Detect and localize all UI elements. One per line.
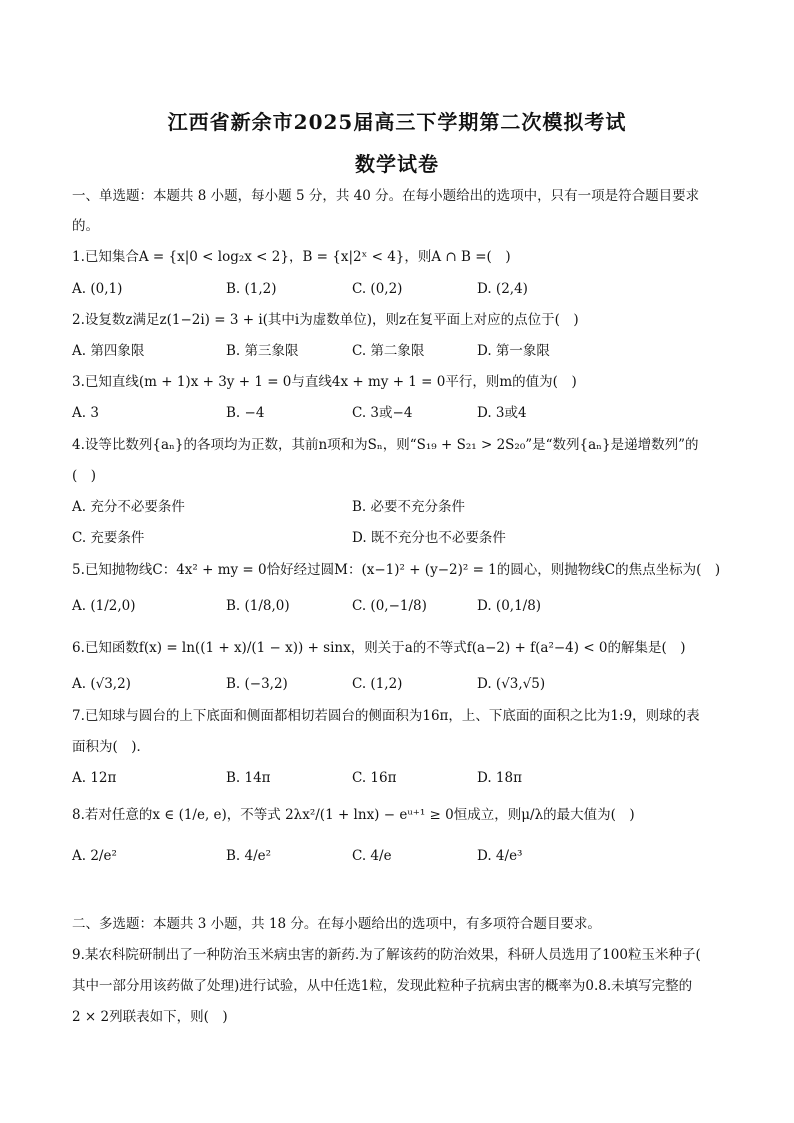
question-2-option-a: A. 第四象限 [72, 343, 145, 359]
exam-title: 江西省新余市2025届高三下学期第二次模拟考试 [167, 110, 627, 134]
question-5-option-b: B. (1/8,0) [226, 598, 290, 614]
question-7-stem-cont: 面积为( )． [72, 739, 151, 755]
question-4-option-a: A. 充分不必要条件 [72, 499, 185, 515]
question-5-option-d: D. (0,1/8) [477, 598, 542, 614]
question-1-stem: 1.已知集合A = {x|0 < log₂x < 2}，B = {x|2ˣ < 4}，则A ∩ B =( ) [72, 249, 511, 265]
question-1-option-a: A. (0,1) [72, 281, 123, 297]
question-1-option-c: C. (0,2) [352, 281, 403, 297]
question-6-option-b: B. (−3,2) [226, 676, 288, 692]
question-6-stem: 6.已知函数f(x) = ln((1 + x)/(1 − x)) + sinx，则关于a的不等式f(a−2) + f(a²−4) < 0的解集是( ) [72, 640, 686, 656]
section-single-heading-cont: 的。 [72, 218, 99, 234]
question-9-stem-cont-1: 其中一部分用该药做了处理)进行试验，从中任选1粒，发现此粒种子抗病虫害的概率为0.8.未填写完整的 [72, 978, 693, 994]
question-8-option-b: B. 4/e² [226, 848, 272, 864]
question-8-option-a: A. 2/e² [72, 848, 117, 864]
question-4-stem: 4.设等比数列{aₙ}的各项均为正数，其前n项和为Sₙ，则“S₁₉ + S₂₁ > 2S₂₀”是“数列{aₙ}是递增数列”的 [72, 437, 699, 453]
section-single-heading: 一、单选题：本题共 8 小题，每小题 5 分，共 40 分。在每小题给出的选项中，只有一项是符合题目要求 [72, 188, 700, 204]
question-3-option-c: C. 3或−4 [352, 405, 413, 421]
question-5-option-a: A. (1/2,0) [72, 598, 136, 614]
question-7-option-d: D. 18π [477, 770, 522, 786]
question-1-option-b: B. (1,2) [226, 281, 277, 297]
question-3-option-b: B. −4 [226, 405, 265, 421]
question-7-stem: 7.已知球与圆台的上下底面和侧面都相切若圆台的侧面积为16π，上、下底面的面积之比为1:9，则球的表 [72, 708, 700, 724]
question-3-option-d: D. 3或4 [477, 405, 527, 421]
question-8-option-c: C. 4/e [352, 848, 392, 864]
question-9-stem: 9.某农科院研制出了一种防治玉米病虫害的新药.为了解该药的防治效果，科研人员选用了100粒玉米种子( [72, 947, 701, 963]
question-5-option-c: C. (0,−1/8) [352, 598, 427, 614]
question-4-option-c: C. 充要条件 [72, 530, 145, 546]
question-2-option-c: C. 第二象限 [352, 343, 425, 359]
question-8-stem: 8.若对任意的x ∈ (1/e, e)，不等式 2λx²/(1 + lnx) − eᵘ⁺¹ ≥ 0恒成立，则μ/λ的最大值为( ) [72, 807, 635, 823]
question-1-option-d: D. (2,4) [477, 281, 528, 297]
question-5-stem: 5.已知抛物线C：4x² + my = 0恰好经过圆M：(x−1)² + (y−2)² = 1的圆心，则抛物线C的焦点坐标为( ) [72, 562, 721, 578]
question-6-option-a: A. (√3,2) [72, 676, 131, 692]
question-7-option-a: A. 12π [72, 770, 117, 786]
question-4-option-b: B. 必要不充分条件 [352, 499, 466, 515]
question-2-option-b: B. 第三象限 [226, 343, 299, 359]
question-4-stem-cont: ( ) [72, 468, 97, 484]
question-3-option-a: A. 3 [72, 405, 99, 421]
question-6-option-c: C. (1,2) [352, 676, 403, 692]
question-7-option-c: C. 16π [352, 770, 397, 786]
exam-subtitle: 数学试卷 [355, 152, 439, 176]
question-3-stem: 3.已知直线(m + 1)x + 3y + 1 = 0与直线4x + my + 1 = 0平行，则m的值为( ) [72, 374, 577, 390]
question-4-option-d: D. 既不充分也不必要条件 [352, 530, 506, 546]
question-8-option-d: D. 4/e³ [477, 848, 523, 864]
question-6-option-d: D. (√3,√5) [477, 676, 546, 692]
question-2-stem: 2.设复数z满足z(1−2i) = 3 + i(其中i为虚数单位)，则z在复平面上对应的点位于( ) [72, 312, 579, 328]
question-2-option-d: D. 第一象限 [477, 343, 550, 359]
question-7-option-b: B. 14π [226, 770, 271, 786]
section-multi-heading: 二、多选题：本题共 3 小题，共 18 分。在每小题给出的选项中，有多项符合题目要求。 [72, 916, 601, 932]
question-9-stem-cont-2: 2 × 2列联表如下，则( ) [72, 1009, 228, 1025]
